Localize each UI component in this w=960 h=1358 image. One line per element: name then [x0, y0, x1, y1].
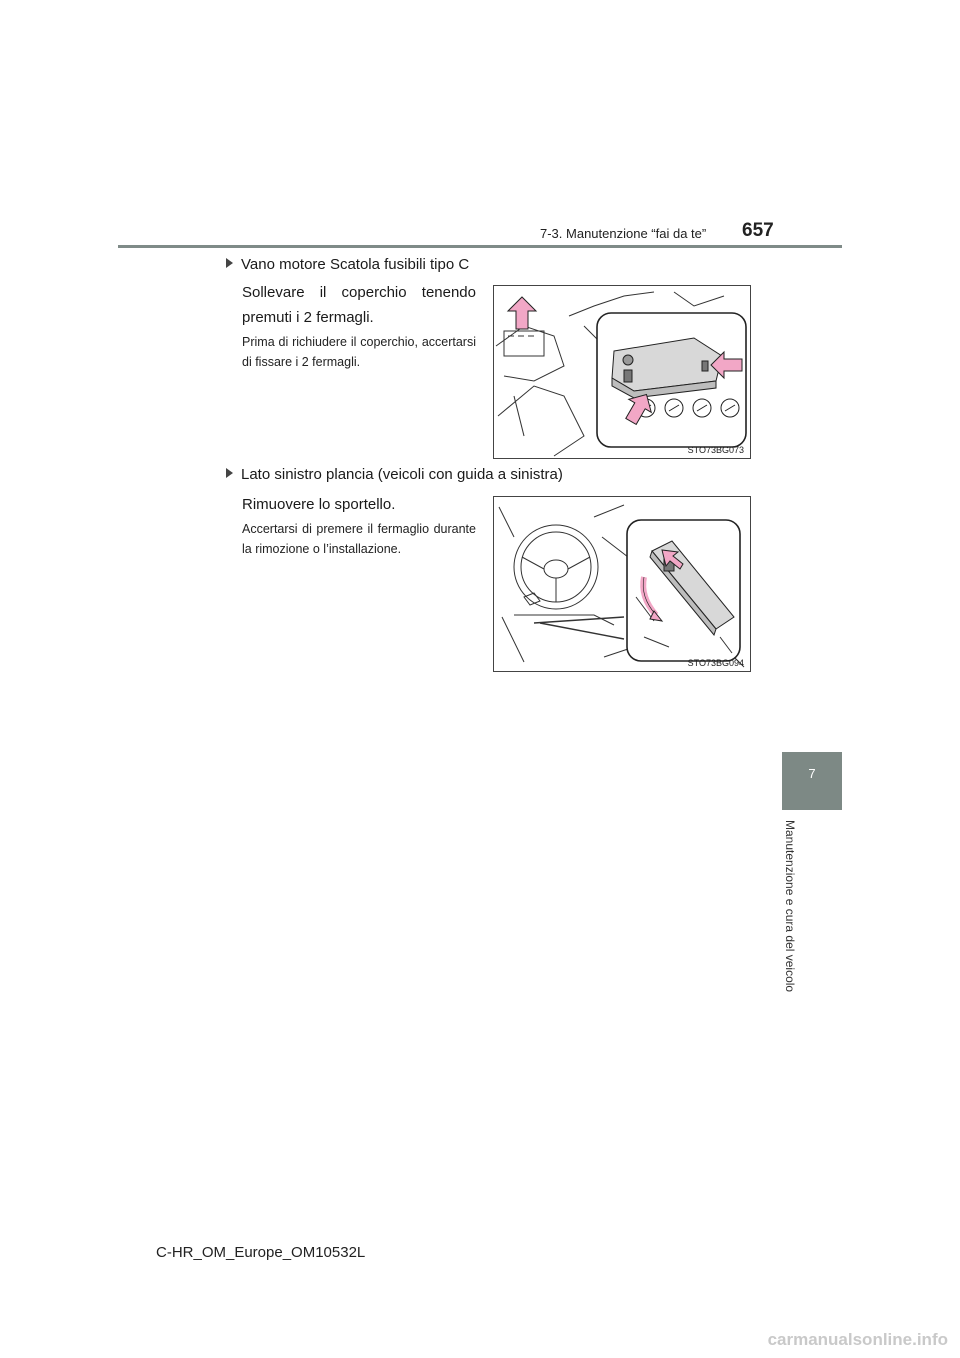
- instruction-text: Sollevare il coperchio tenendo premuti i 2 fermagli.: [242, 284, 476, 326]
- header-rule: [118, 245, 842, 248]
- figure-code: STO73BG094: [687, 658, 744, 668]
- note-text: Accertarsi di premere il fermaglio durante la rimozione o l’installazione.: [242, 522, 476, 556]
- figure-dashboard-door: [493, 496, 751, 672]
- section-heading-text: Lato sinistro plancia (veicoli con guida a sinistra): [241, 466, 563, 483]
- note-text: Prima di richiudere il coperchio, accertarsi di fissare i 2 fermagli.: [242, 335, 476, 369]
- triangle-bullet-icon: [226, 258, 233, 268]
- triangle-bullet-icon: [226, 468, 233, 478]
- dashboard-door-illustration: [494, 497, 750, 671]
- chapter-side-title-wrap: [783, 820, 807, 1010]
- chapter-number: 7: [808, 766, 816, 781]
- footer-document-code: C-HR_OM_Europe_OM10532L: [156, 1244, 366, 1261]
- section-heading-text: Vano motore Scatola fusibili tipo C: [241, 256, 470, 273]
- figure-code: STO73BG073: [687, 445, 744, 455]
- running-header: 7-3. Manutenzione “fai da te”: [540, 226, 707, 241]
- engine-fuse-box-illustration: [494, 286, 750, 458]
- chapter-side-title: Manutenzione e cura del veicolo: [783, 820, 797, 993]
- watermark: carmanualsonline.info: [767, 1330, 948, 1349]
- page-number: 657: [742, 220, 774, 241]
- figure-engine-fuse-box: [493, 285, 751, 459]
- chapter-tab: [782, 752, 842, 810]
- section-heading-dashboard-left: [226, 466, 563, 483]
- section-heading-engine-fuse-box: [226, 256, 469, 273]
- instruction-text: Rimuovere lo sportello.: [242, 496, 396, 513]
